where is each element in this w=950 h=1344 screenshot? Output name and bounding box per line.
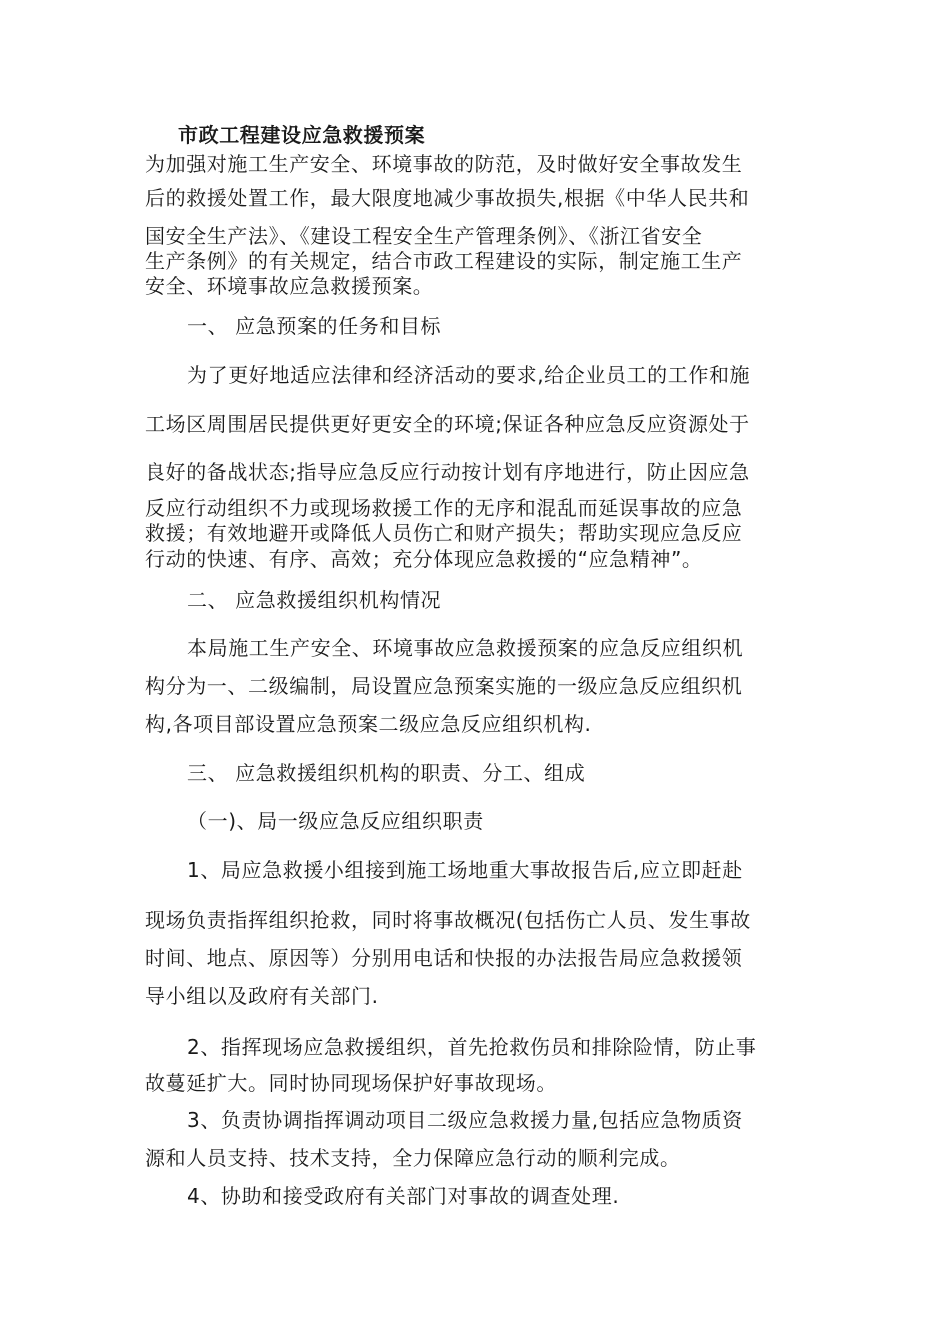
paragraph-line: 构,各项目部设置应急预案二级应急反应组织机构. — [145, 712, 592, 736]
paragraph-line: 良好的备战状态;指导应急反应行动按计划有序地进行，防止因应急 — [145, 460, 750, 484]
paragraph-line: 为了更好地适应法律和经济活动的要求,给企业员工的工作和施 — [187, 363, 751, 387]
list-item-line: 时间、地点、原因等）分别用电话和快报的办法报告局应急救援领 — [145, 946, 743, 970]
paragraph-line: 构分为一、二级编制，局设置应急预案实施的一级应急反应组织机 — [145, 674, 743, 698]
list-item-line: 2、指挥现场应急救援组织，首先抢救伤员和排除险情，防止事 — [187, 1035, 757, 1059]
intro-line: 安全、环境事故应急救援预案。 — [145, 274, 434, 298]
paragraph-line: 反应行动组织不力或现场救援工作的无序和混乱而延误事故的应急 — [145, 496, 743, 520]
section-heading: 二、 应急救援组织机构情况 — [187, 588, 442, 612]
section-heading: 一、 应急预案的任务和目标 — [187, 314, 442, 338]
list-item-line: 3、负责协调指挥调动项目二级应急救援力量,包括应急物质资 — [187, 1108, 743, 1132]
section-heading: 三、 应急救援组织机构的职责、分工、组成 — [187, 761, 586, 785]
intro-line: 为加强对施工生产安全、环境事故的防范，及时做好安全事故发生 — [145, 152, 743, 176]
list-item-line: 1、局应急救援小组接到施工场地重大事故报告后,应立即赶赴 — [187, 858, 743, 882]
sub-heading: （一)、局一级应急反应组织职责 — [187, 809, 484, 833]
paragraph-line: 工场区周围居民提供更好更安全的环境;保证各种应急反应资源处于 — [145, 412, 750, 436]
list-item-line: 导小组以及政府有关部门. — [145, 984, 379, 1008]
intro-line: 生产条例》的有关规定，结合市政工程建设的实际，制定施工生产 — [145, 249, 743, 273]
paragraph-line: 救援；有效地避开或降低人员伤亡和财产损失；帮助实现应急反应 — [145, 521, 743, 545]
list-item-line: 现场负责指挥组织抢救，同时将事故概况(包括伤亡人员、发生事故 — [145, 908, 751, 932]
intro-line: 国安全生产法》、《建设工程安全生产管理条例》、《浙江省安全 — [145, 224, 703, 248]
list-item-line: 4、协助和接受政府有关部门对事故的调查处理. — [187, 1184, 620, 1208]
document-title: 市政工程建设应急救援预案 — [178, 123, 426, 147]
paragraph-line: 本局施工生产安全、环境事故应急救援预案的应急反应组织机 — [187, 636, 744, 660]
intro-line: 后的救援处置工作，最大限度地减少事故损失,根据《中华人民共和 — [145, 186, 750, 210]
paragraph-line: 行动的快速、有序、高效；充分体现应急救援的“应急精神”。 — [145, 547, 703, 571]
list-item-line: 源和人员支持、技术支持，全力保障应急行动的顺利完成。 — [145, 1146, 681, 1170]
list-item-line: 故蔓延扩大。同时协同现场保护好事故现场。 — [145, 1071, 557, 1095]
